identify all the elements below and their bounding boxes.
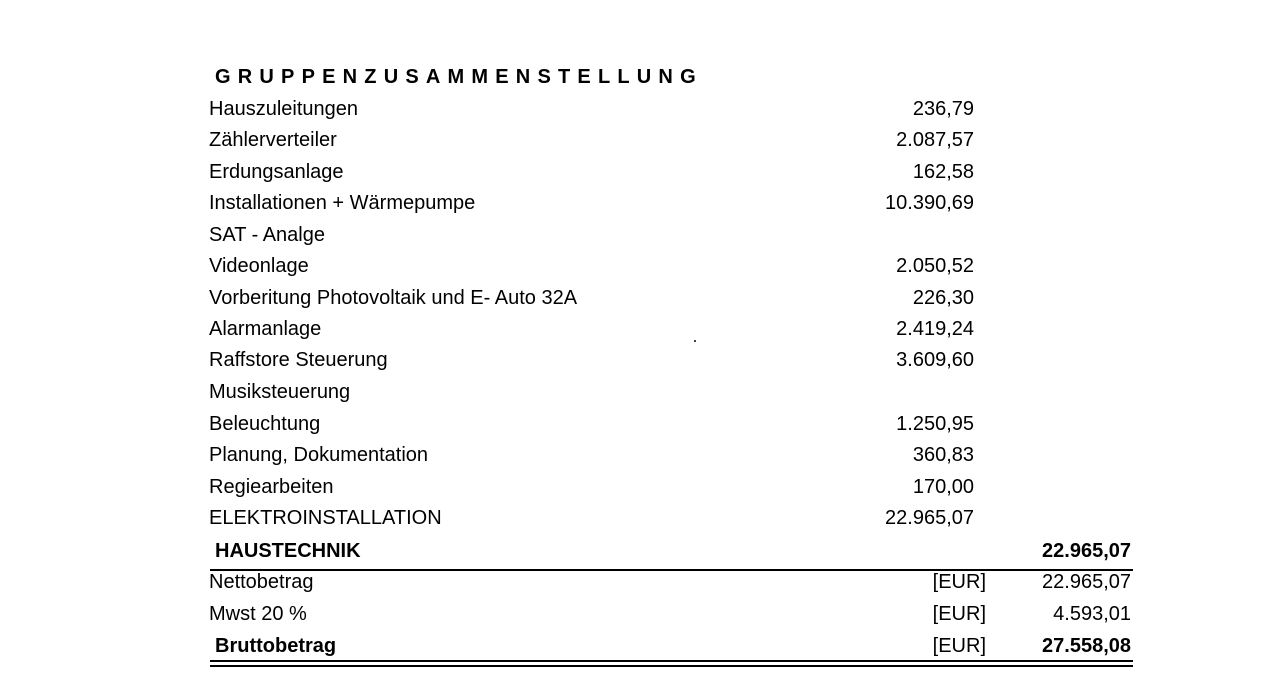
haustechnik-label: HAUSTECHNIK	[215, 540, 361, 562]
gross-amount-label: Bruttobetrag	[215, 635, 337, 657]
net-amount-row	[0, 566, 1280, 598]
group-row	[0, 314, 1280, 345]
gross-amount-value: 27.558,08	[1042, 635, 1131, 657]
group-amount: 236,79	[912, 98, 974, 120]
group-label: Raffstore Steuerung	[209, 349, 388, 371]
group-amount: 360,83	[912, 444, 974, 466]
group-label: Erdungsanlage	[209, 161, 344, 183]
group-row	[0, 283, 1280, 314]
group-label: ELEKTROINSTALLATION	[209, 507, 442, 529]
group-label: Beleuchtung	[209, 413, 321, 435]
group-amount: 1.250,95	[896, 413, 974, 435]
group-amount: 22.965,07	[885, 507, 974, 529]
group-row	[0, 503, 1280, 534]
haustechnik-row	[0, 535, 1280, 567]
net-amount-unit: [EUR]	[932, 571, 986, 593]
group-label: Alarmanlage	[209, 318, 322, 340]
group-label: Planung, Dokumentation	[209, 444, 429, 466]
group-amount: 2.419,24	[896, 318, 974, 340]
group-amount: 162,58	[912, 161, 974, 183]
vat-label: Mwst 20 %	[209, 603, 307, 625]
group-row	[0, 220, 1280, 251]
group-amount: 170,00	[912, 476, 974, 498]
vat-unit: [EUR]	[932, 603, 986, 625]
gross-amount-row	[0, 630, 1280, 662]
group-amount: 10.390,69	[885, 192, 974, 214]
group-label: Installationen + Wärmepumpe	[209, 192, 476, 214]
group-amount: 2.087,57	[896, 129, 974, 151]
net-amount-label: Nettobetrag	[209, 571, 314, 593]
group-label: Vorberitung Photovoltaik und E- Auto 32A	[209, 287, 578, 309]
scan-speck	[694, 340, 696, 342]
group-row	[0, 409, 1280, 440]
group-summary-heading: GRUPPENZUSAMMENSTELLUNG	[215, 66, 703, 88]
group-label: Videonlage	[209, 255, 309, 277]
group-row	[0, 157, 1280, 188]
group-label: Regiearbeiten	[209, 476, 334, 498]
group-label: Zählerverteiler	[209, 129, 337, 151]
group-row	[0, 440, 1280, 471]
group-row	[0, 125, 1280, 156]
group-label: SAT - Analge	[209, 224, 325, 246]
vat-value: 4.593,01	[1053, 603, 1131, 625]
gross-amount-unit: [EUR]	[932, 635, 986, 657]
group-row	[0, 472, 1280, 503]
vat-row	[0, 598, 1280, 630]
group-label: Hauszuleitungen	[209, 98, 358, 120]
group-amount: 2.050,52	[896, 255, 974, 277]
grand-total-double-rule	[210, 660, 1133, 667]
group-amount: 226,30	[912, 287, 974, 309]
group-label: Musiksteuerung	[209, 381, 351, 403]
group-row	[0, 345, 1280, 376]
net-amount-value: 22.965,07	[1042, 571, 1131, 593]
group-row	[0, 188, 1280, 219]
group-row	[0, 94, 1280, 125]
group-amount: 3.609,60	[896, 349, 974, 371]
group-row	[0, 377, 1280, 408]
group-row	[0, 251, 1280, 282]
haustechnik-value: 22.965,07	[1042, 540, 1131, 562]
